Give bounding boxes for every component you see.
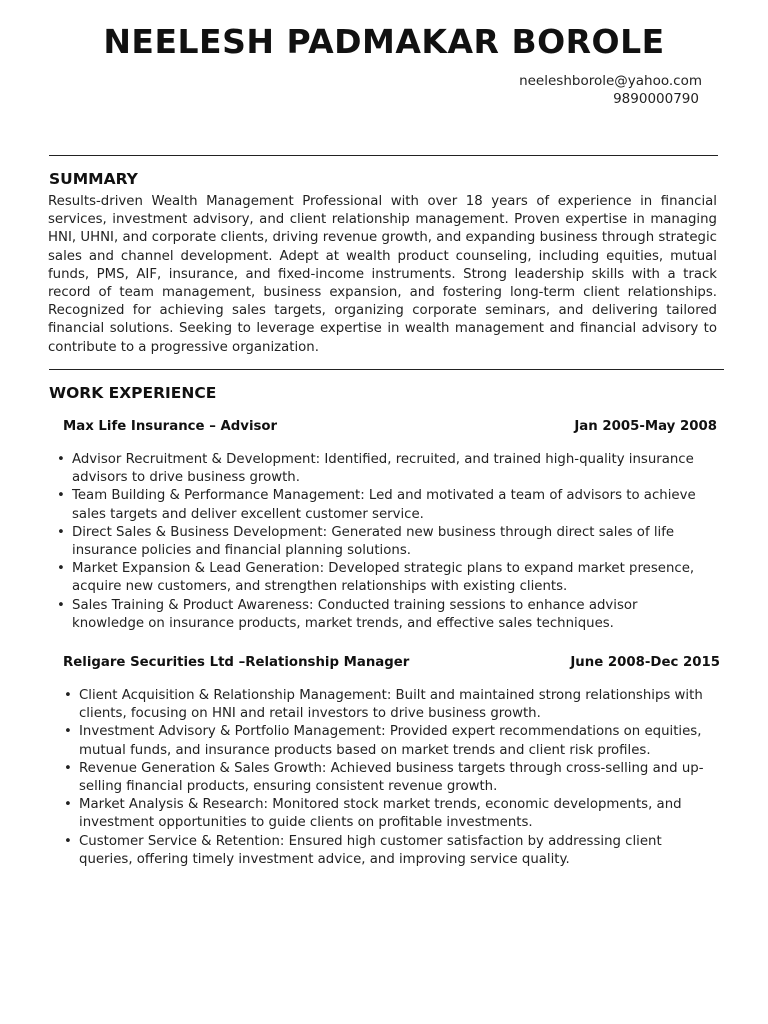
list-item: • Advisor Recruitment & Development: Identified, recruited, and trained high-quality insurance advisors to drive business growth. [72,451,712,487]
job-bullet-list [72,451,712,633]
resume-name: NEELESH PADMAKAR BOROLE [103,22,665,61]
work-experience-heading: WORK EXPERIENCE [49,384,217,402]
email-text: neeleshborole@yahoo.com [519,73,702,89]
list-item: • Market Analysis & Research: Monitored stock market trends, economic developments, and investment opportunities to guide clients on profitable investments. [79,796,709,832]
list-item: • Revenue Generation & Sales Growth: Achieved business targets through cross-selling and up-selling financial products, ensuring consistent revenue growth. [79,760,709,796]
list-item: • Team Building & Performance Management: Led and motivated a team of advisors to achieve sales targets and deliver excellent customer service. [72,487,712,523]
list-item: • Sales Training & Product Awareness: Conducted training sessions to enhance advisor knowledge on insurance products, market trends, and effective sales techniques. [72,597,712,633]
contact-block [519,72,702,108]
job-dates: June 2008-Dec 2015 [570,655,720,670]
divider-top [49,155,718,156]
list-item: • Direct Sales & Business Development: Generated new business through direct sales of life insurance policies and financial planning solutions. [72,524,712,560]
summary-paragraph: Results-driven Wealth Management Professional with over 18 years of experience in financial services, investment advisory, and client relationship management. Proven expertise in managing HNI, UHNI, and corporate clients, driving revenue growth, and expanding business through strategic sales and channel development. Adept at wealth product counseling, including equities, mutual funds, PMS, AIF, insurance, and fixed-income instruments. Strong leadership skills with a track record of team management, business expansion, and fostering long-term client relationships. Recognized for achieving sales targets, organizing corporate seminars, and delivering tailored financial solutions. Seeking to leverage expertise in wealth management and financial advisory to contribute to a progressive organization. [48,194,717,355]
list-item: • Investment Advisory & Portfolio Management: Provided expert recommendations on equities, mutual funds, and insurance products based on market trends and client risk profiles. [79,723,709,759]
job-title: Max Life Insurance – Advisor [63,419,278,434]
divider-middle [49,369,724,370]
list-item: • Market Expansion & Lead Generation: Developed strategic plans to expand market presence, acquire new customers, and strengthen relationships with existing clients. [72,560,712,596]
job-bullet-list [79,687,709,869]
job-dates: Jan 2005-May 2008 [574,419,717,434]
list-item: • Client Acquisition & Relationship Management: Built and maintained strong relationships with clients, focusing on HNI and retail investors to drive business growth. [79,687,709,723]
phone-text: 9890000790 [613,91,699,107]
job-title: Religare Securities Ltd –Relationship Manager [63,655,410,670]
list-item: • Customer Service & Retention: Ensured high customer satisfaction by addressing client queries, offering timely investment advice, and improving service quality. [79,833,709,869]
summary-heading: SUMMARY [49,170,138,188]
